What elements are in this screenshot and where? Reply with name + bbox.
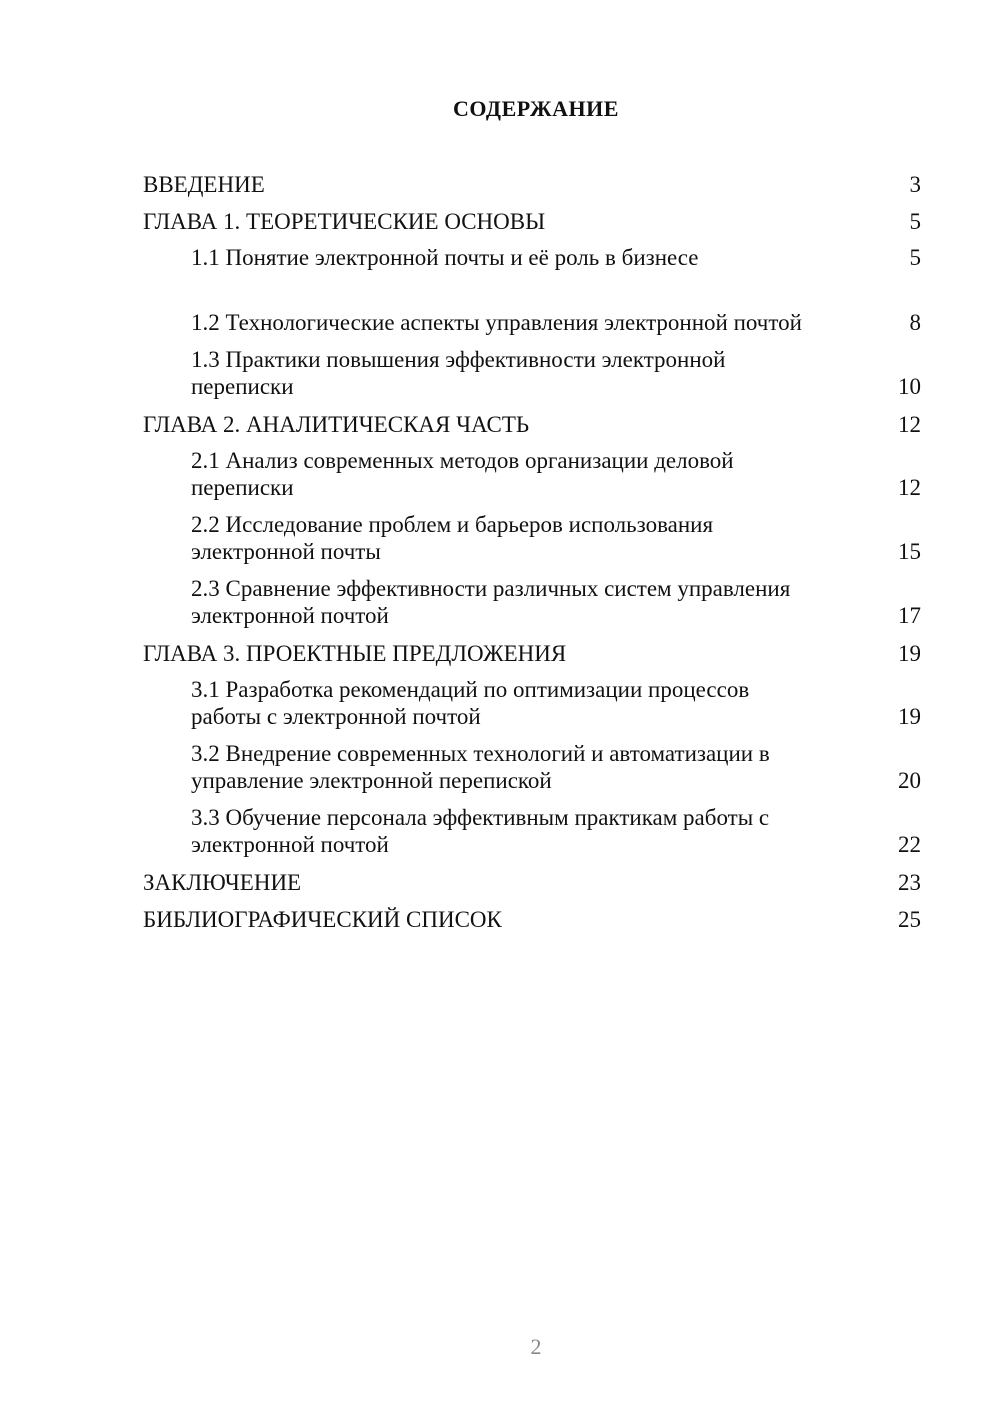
toc-entry-section-1-2 — [143, 282, 921, 336]
toc-entry-section-3-3 — [143, 804, 921, 858]
page-title: СОДЕРЖАНИЕ — [453, 96, 619, 121]
toc-entry-title: 2.1 Анализ современных методов организации деловой переписки — [191, 448, 734, 500]
toc-entry-page: 25 — [898, 907, 921, 932]
toc-entry-page: 3 — [909, 172, 921, 197]
toc-entry-section-2-1 — [143, 447, 921, 501]
toc-entry-page: 20 — [898, 768, 921, 793]
toc-entry-section-1-1 — [143, 244, 921, 271]
toc-entry-section-1-3 — [143, 346, 921, 400]
toc-entry-page: 19 — [898, 704, 921, 729]
table-of-contents — [143, 170, 921, 942]
toc-entry-title: 2.3 Сравнение эффективности различных систем управления электронной почтой — [191, 576, 791, 628]
toc-entry-page: 10 — [898, 374, 921, 399]
toc-entry-section-3-2 — [143, 740, 921, 794]
toc-entry-page: 22 — [898, 832, 921, 857]
toc-entry-title: 1.3 Практики повышения эффективности электронной переписки — [191, 347, 726, 399]
toc-entry-page: 12 — [898, 475, 921, 500]
toc-entry-page: 17 — [898, 603, 921, 628]
toc-entry-title: 1.1 Понятие электронной почты и её роль в бизнесе — [191, 245, 699, 270]
page-number: 2 — [530, 1334, 542, 1359]
toc-entry-bibliography — [143, 905, 921, 942]
toc-entry-page: 5 — [909, 209, 921, 234]
toc-entry-title: 3.3 Обучение персонала эффективным практикам работы с электронной почтой — [191, 805, 770, 857]
toc-entry-title: ЗАКЛЮЧЕНИЕ — [143, 870, 302, 895]
toc-entry-title: 3.2 Внедрение современных технологий и автоматизации в управление электронной перепиской — [191, 741, 770, 793]
toc-entry-page: 12 — [898, 412, 921, 437]
toc-entry-title: 1.2 Технологические аспекты управления электронной почтой — [191, 310, 802, 335]
toc-entry-page: 5 — [909, 245, 921, 270]
toc-entry-title: 3.1 Разработка рекомендаций по оптимизации процессов работы с электронной почтой — [191, 677, 750, 729]
toc-entry-title: ГЛАВА 2. АНАЛИТИЧЕСКАЯ ЧАСТЬ — [143, 412, 530, 437]
toc-entry-title: ГЛАВА 1. ТЕОРЕТИЧЕСКИЕ ОСНОВЫ — [143, 209, 546, 234]
toc-entry-section-2-2 — [143, 511, 921, 565]
toc-entry-title: ГЛАВА 3. ПРОЕКТНЫЕ ПРЕДЛОЖЕНИЯ — [143, 641, 567, 666]
toc-entry-page: 19 — [898, 641, 921, 666]
toc-entry-section-2-3 — [143, 575, 921, 629]
toc-entry-title: ВВЕДЕНИЕ — [143, 172, 265, 197]
toc-entry-chapter-3 — [143, 639, 921, 676]
toc-entry-introduction — [143, 170, 921, 207]
toc-entry-chapter-1 — [143, 207, 921, 244]
toc-entry-title: 2.2 Исследование проблем и барьеров использования электронной почты — [191, 512, 714, 564]
toc-entry-page: 23 — [898, 870, 921, 895]
toc-entry-page: 8 — [909, 310, 921, 335]
toc-entry-conclusion — [143, 868, 921, 905]
toc-entry-section-3-1 — [143, 676, 921, 730]
toc-entry-page: 15 — [898, 539, 921, 564]
toc-entry-chapter-2 — [143, 410, 921, 447]
toc-entry-title: БИБЛИОГРАФИЧЕСКИЙ СПИСОК — [143, 907, 502, 932]
